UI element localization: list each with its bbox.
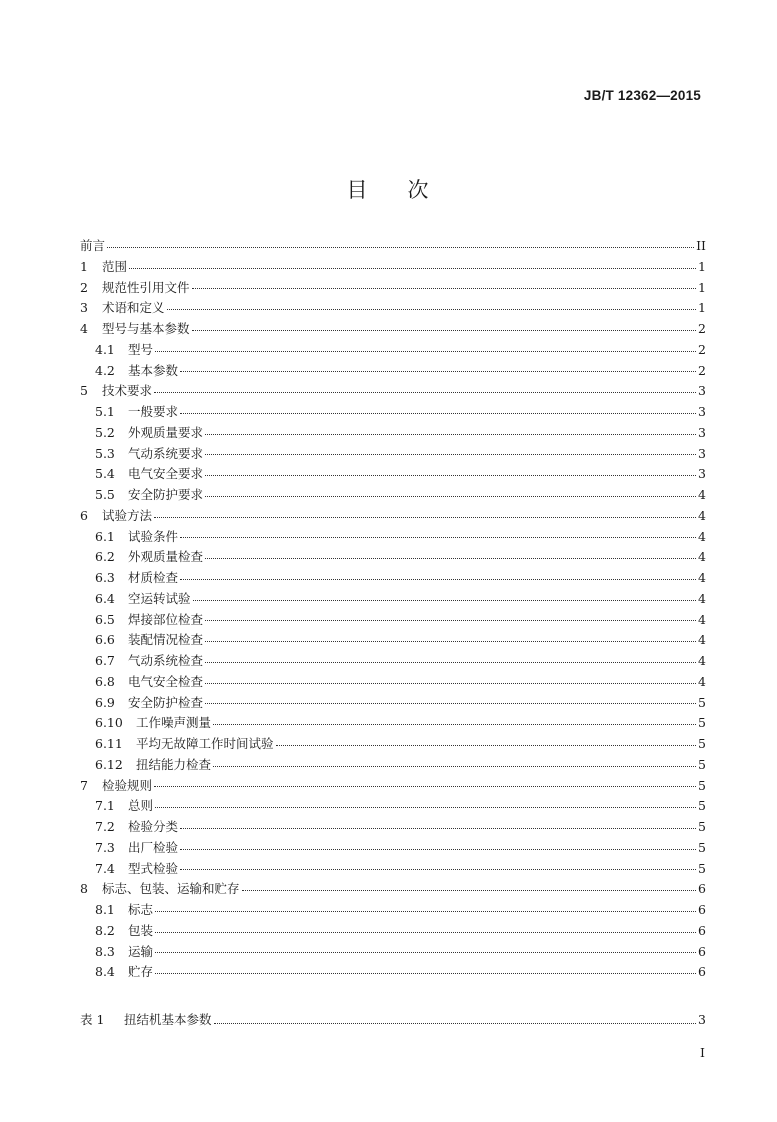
toc-entry[interactable]: [80, 672, 706, 693]
toc-entry-number: 5.1: [95, 404, 115, 419]
dot-leader: [154, 516, 696, 518]
toc-entry[interactable]: [80, 859, 706, 880]
dot-leader: [205, 453, 696, 455]
toc-entry-number: 5.2: [95, 424, 115, 440]
toc-entry-page: 4: [698, 590, 706, 606]
toc-entry-page: 6: [698, 922, 706, 938]
toc-entry[interactable]: [80, 547, 706, 568]
toc-entry-page: 5: [698, 839, 706, 855]
toc-entry-page: 5: [698, 736, 706, 751]
dot-leader: [129, 267, 696, 269]
dot-leader: [180, 868, 696, 870]
dot-leader: [205, 474, 696, 476]
dot-leader: [155, 350, 696, 352]
toc-entry-number: 8.4: [95, 964, 115, 980]
toc-entry-page: II: [696, 238, 706, 253]
toc-entry[interactable]: [80, 568, 706, 589]
toc-entry[interactable]: [80, 402, 706, 423]
toc-entry-page: 3: [698, 424, 706, 440]
toc-entry[interactable]: [80, 776, 706, 797]
toc-entry-page: 6: [698, 943, 706, 959]
toc-entry-number: 6: [80, 507, 88, 523]
toc-entry[interactable]: [80, 444, 706, 465]
toc-entry-number: 5.4: [95, 466, 115, 482]
dot-leader: [155, 931, 696, 933]
toc-entry-number: 6.7: [95, 653, 115, 668]
toc-entry-page: 5: [698, 777, 706, 793]
toc-entry[interactable]: [80, 838, 706, 859]
toc-entry-page: 5: [698, 756, 706, 772]
toc-entry[interactable]: [80, 942, 706, 963]
toc-entry-page: 5: [698, 819, 706, 834]
dot-leader: [155, 972, 696, 974]
dot-leader: [205, 433, 696, 435]
toc-entry-number: 8.3: [95, 943, 115, 959]
toc-entry-label: 装配情况检查: [128, 632, 204, 648]
toc-entry-page: 3: [698, 445, 706, 461]
toc-entry-number: 6.8: [95, 673, 115, 689]
toc-entry-label: 试验方法: [102, 507, 153, 523]
table-entry-label: 扭结机基本参数: [124, 1012, 212, 1027]
toc-entry[interactable]: [80, 527, 706, 548]
dot-leader: [205, 557, 696, 559]
toc-entry[interactable]: [80, 589, 706, 610]
dot-leader: [180, 412, 696, 414]
toc-entry-number: 6.11: [95, 736, 123, 751]
toc-entry-number: 5.3: [95, 445, 115, 461]
dot-leader: [213, 723, 696, 725]
toc-entry-label: 型号: [128, 341, 154, 357]
dot-leader: [180, 370, 696, 372]
toc-entry-label: 外观质量要求: [128, 424, 204, 440]
toc-entry[interactable]: [80, 879, 706, 900]
toc-entry[interactable]: [80, 381, 706, 402]
toc-entry-page: 4: [698, 673, 706, 689]
dot-leader: [276, 744, 696, 746]
toc-entry-page: 5: [698, 860, 706, 876]
toc-entry[interactable]: [80, 485, 706, 506]
toc-entry[interactable]: [80, 298, 706, 319]
dot-leader: [205, 495, 696, 497]
toc-entry-number: 2: [80, 279, 88, 295]
toc-entry-number: 6.2: [95, 549, 115, 565]
toc-entry-number: 6.9: [95, 694, 115, 710]
dot-leader: [180, 536, 696, 538]
toc-entry[interactable]: [80, 713, 706, 734]
toc-entry-label: 一般要求: [128, 404, 179, 419]
dot-leader: [107, 246, 694, 248]
dot-leader: [205, 640, 696, 642]
dot-leader: [155, 951, 696, 953]
toc-entry-label: 型式检验: [128, 860, 179, 876]
toc-entry-label: 技术要求: [102, 383, 153, 399]
dot-leader: [242, 889, 696, 891]
toc-entry[interactable]: [80, 921, 706, 942]
toc-entry-page: 3: [698, 383, 706, 399]
toc-entry-label: 检验分类: [128, 819, 179, 834]
toc-entry-number: 5: [80, 383, 88, 399]
toc-entry-label: 气动系统检查: [128, 653, 204, 668]
dot-leader: [180, 578, 696, 580]
toc-entry[interactable]: [80, 796, 706, 817]
toc-entry[interactable]: [80, 693, 706, 714]
toc-entry[interactable]: [80, 340, 706, 361]
toc-entry-number: 8.1: [95, 902, 115, 917]
toc-entry-label: 标志: [128, 902, 154, 917]
toc-entry[interactable]: [80, 236, 706, 257]
toc-entry-label: 空运转试验: [128, 590, 191, 606]
toc-entry-number: 6.6: [95, 632, 115, 648]
toc-entry-label: 标志、包装、运输和贮存: [102, 881, 240, 897]
toc-entry-label: 范围: [102, 258, 128, 274]
toc-entry[interactable]: [80, 361, 706, 382]
toc-entry-label: 安全防护检查: [128, 694, 204, 710]
toc-entry-page: 3: [698, 404, 706, 419]
dot-leader: [167, 308, 696, 310]
toc-entry-label: 术语和定义: [102, 300, 165, 316]
dot-leader: [205, 682, 696, 684]
toc-entry-label: 材质检查: [128, 570, 179, 585]
toc-entry-label: 外观质量检查: [128, 549, 204, 565]
toc-entry[interactable]: [80, 506, 706, 527]
toc-entry[interactable]: [80, 734, 706, 755]
table-list-entry[interactable]: [80, 1010, 706, 1030]
toc-entry-label: 出厂检验: [128, 839, 179, 855]
toc-entry-page: 4: [698, 632, 706, 648]
toc-entry-label: 气动系统要求: [128, 445, 204, 461]
toc-entry-page: 6: [698, 881, 706, 897]
title-char-1: 目: [346, 178, 370, 202]
toc-entry-label: 电气安全检查: [128, 673, 204, 689]
toc-entry-page: 4: [698, 570, 706, 585]
dot-leader: [155, 910, 696, 912]
toc-entry-number: 6.12: [95, 756, 123, 772]
toc-entry-page: 4: [698, 528, 706, 544]
toc-entry-number: 7.2: [95, 819, 115, 834]
toc-entry-number: 6.1: [95, 528, 115, 544]
toc-entry[interactable]: [80, 319, 706, 340]
toc-entry-number: 8.2: [95, 922, 115, 938]
toc-entry-label: 扭结能力检查: [136, 756, 212, 772]
toc-entry-number: 7.3: [95, 839, 115, 855]
toc-entry[interactable]: [80, 423, 706, 444]
toc-entry-number: 6.5: [95, 611, 115, 627]
toc-entry-page: 1: [698, 300, 706, 316]
toc-entry-page: 1: [698, 279, 706, 295]
toc-entry-page: 4: [698, 507, 706, 523]
toc-entry-page: 2: [698, 341, 706, 357]
toc-entry-number: 4.2: [95, 362, 115, 378]
toc-entry-label: 电气安全要求: [128, 466, 204, 482]
dot-leader: [154, 785, 696, 787]
dot-leader: [180, 827, 696, 829]
toc-entry[interactable]: [80, 755, 706, 776]
toc-entry[interactable]: [80, 962, 706, 983]
dot-leader: [193, 599, 696, 601]
toc-entry-page: 6: [698, 902, 706, 917]
toc-entry-number: 4.1: [95, 341, 115, 357]
toc-entry-label: 运输: [128, 943, 154, 959]
toc-entry-number: 7: [80, 777, 88, 793]
toc-entry-page: 1: [698, 258, 706, 274]
toc-entry-page: 2: [698, 362, 706, 378]
toc-entry-label: 规范性引用文件: [102, 279, 190, 295]
toc-entry-label: 试验条件: [128, 528, 179, 544]
toc-entry-number: 7.1: [95, 798, 115, 814]
toc-entry-page: 5: [698, 798, 706, 814]
dot-leader: [180, 848, 696, 850]
toc-entry[interactable]: [80, 464, 706, 485]
toc-entry-label: 平均无故障工作时间试验: [136, 736, 274, 751]
toc-entry[interactable]: [80, 610, 706, 631]
toc-entry-label: 贮存: [128, 964, 154, 980]
dot-leader: [205, 661, 696, 663]
toc-entry-number: 7.4: [95, 860, 115, 876]
toc-entry-label: 基本参数: [128, 362, 179, 378]
toc-entry-page: 5: [698, 694, 706, 710]
toc-entry-number: 3: [80, 300, 88, 316]
toc-entry-label: 检验规则: [102, 777, 153, 793]
dot-leader: [155, 806, 696, 808]
toc-entry-label: 焊接部位检查: [128, 611, 204, 627]
table-entry-number: 表 1: [80, 1012, 105, 1027]
toc-entry-page: 3: [698, 466, 706, 482]
toc-entry-page: 4: [698, 653, 706, 668]
toc-entry-number: 6.4: [95, 590, 115, 606]
toc-entry-label: 安全防护要求: [128, 487, 204, 502]
toc-entry-page: 4: [698, 611, 706, 627]
toc-entry-label: 包装: [128, 922, 154, 938]
toc-entry[interactable]: [80, 278, 706, 299]
toc-entry-label: 前言: [80, 238, 106, 253]
table-of-contents: [80, 236, 706, 983]
toc-entry-page: 5: [698, 715, 706, 731]
toc-entry-number: 4: [80, 321, 88, 336]
toc-entry-number: 6.3: [95, 570, 115, 585]
toc-entry-number: 5.5: [95, 487, 115, 502]
toc-entry[interactable]: [80, 817, 706, 838]
toc-entry-label: 工作噪声测量: [136, 715, 212, 731]
toc-entry[interactable]: [80, 900, 706, 921]
toc-entry-number: 1: [80, 258, 88, 274]
toc-entry-page: 6: [698, 964, 706, 980]
toc-entry-page: 2: [698, 321, 706, 336]
table-entry-page: 3: [698, 1012, 706, 1027]
toc-entry-page: 4: [698, 549, 706, 565]
dot-leader: [205, 702, 696, 704]
toc-entry-number: 6.10: [95, 715, 123, 731]
toc-entry[interactable]: [80, 257, 706, 278]
toc-entry-number: 8: [80, 881, 88, 897]
toc-entry[interactable]: [80, 630, 706, 651]
toc-entry-label: 型号与基本参数: [102, 321, 190, 336]
toc-entry[interactable]: [80, 651, 706, 672]
title-char-2: 次: [407, 178, 431, 202]
page-number: I: [700, 1045, 705, 1060]
page-title: [0, 174, 777, 204]
dot-leader: [192, 287, 696, 289]
dot-leader: [214, 1022, 697, 1024]
dot-leader: [192, 329, 696, 331]
toc-entry-label: 总则: [128, 798, 154, 814]
standard-code: JB/T 12362—2015: [583, 88, 701, 103]
dot-leader: [213, 765, 696, 767]
dot-leader: [205, 619, 696, 621]
toc-entry-page: 4: [698, 487, 706, 502]
dot-leader: [154, 391, 696, 393]
